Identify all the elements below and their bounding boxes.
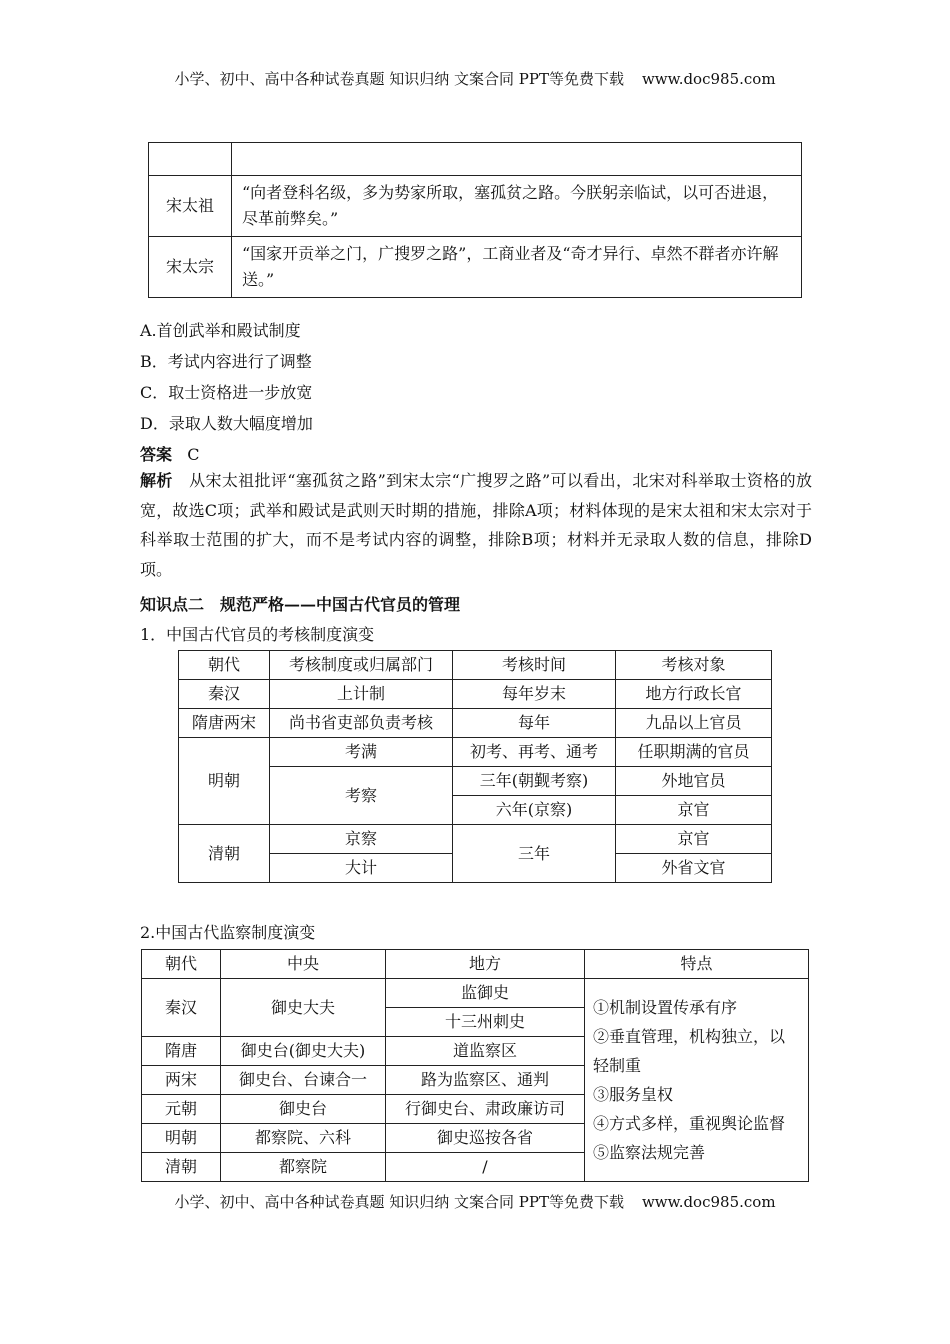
table-row: [179, 825, 772, 854]
table-cell: 任职期满的官员: [616, 738, 772, 767]
quote-cell: “向者登科名级，多为势家所取，塞孤贫之路。今朕躬亲临试，以可否进退，尽革前弊矣。”: [232, 176, 802, 237]
analysis-paragraph: [140, 466, 812, 584]
table-cell: 大计: [270, 854, 453, 883]
features-cell: [585, 979, 809, 1182]
table-cell: 清朝: [142, 1153, 221, 1182]
table-row: [179, 680, 772, 709]
table-cell: 初考、再考、通考: [453, 738, 616, 767]
feature-item: ⑤监察法规完善: [593, 1143, 706, 1162]
table-cell: 明朝: [142, 1124, 221, 1153]
table-cell: 御史大夫: [221, 979, 386, 1037]
table-cell: 每年: [453, 709, 616, 738]
exam-system-table: [178, 650, 772, 883]
table-cell: 九品以上官员: [616, 709, 772, 738]
table-cell: 都察院、六科: [221, 1124, 386, 1153]
table-cell: 秦汉: [142, 979, 221, 1037]
supervision-system-table: [141, 949, 809, 1182]
quote-table: [148, 142, 802, 298]
table-cell: 京察: [270, 825, 453, 854]
table-header-row: [142, 950, 809, 979]
footer-text: 小学、初中、高中各种试卷真题 知识归纳 文案合同 PPT等免费下载: [174, 1193, 624, 1211]
header-cell: 朝代: [179, 651, 270, 680]
table-cell: 隋唐: [142, 1037, 221, 1066]
header-cell: 朝代: [142, 950, 221, 979]
subsection-title-1: 1．中国古代官员的考核制度演变: [140, 625, 375, 644]
header-text: 小学、初中、高中各种试卷真题 知识归纳 文案合同 PPT等免费下载: [174, 70, 624, 88]
table-cell: 三年: [453, 825, 616, 883]
emperor-cell: 宋太宗: [149, 237, 232, 298]
quote-cell: “国家开贡举之门，广搜罗之路”，工商业者及“奇才异行、卓然不群者亦许解送。”: [232, 237, 802, 298]
table-cell: 清朝: [179, 825, 270, 883]
table-cell: 行御史台、肃政廉访司: [386, 1095, 585, 1124]
page-footer: [0, 1191, 950, 1212]
table-cell: 三年(朝觐考察): [453, 767, 616, 796]
answer-value: C: [187, 445, 200, 464]
table-cell: 十三州刺史: [386, 1008, 585, 1037]
table-cell: 外地官员: [616, 767, 772, 796]
table-cell: 御史台(御史大夫): [221, 1037, 386, 1066]
option-c: C．取士资格进一步放宽: [140, 383, 313, 402]
analysis-label: 解析: [140, 471, 173, 490]
header-cell: 中央: [221, 950, 386, 979]
table-cell: 路为监察区、通判: [386, 1066, 585, 1095]
feature-item: ②垂直管理，机构独立，以轻制重: [593, 1027, 786, 1075]
table-cell: 两宋: [142, 1066, 221, 1095]
answer-label: 答案: [140, 445, 173, 464]
table-cell: 监御史: [386, 979, 585, 1008]
table-cell: /: [386, 1153, 585, 1182]
page-header: [0, 68, 950, 89]
table-cell: 都察院: [221, 1153, 386, 1182]
emperor-cell: 宋太祖: [149, 176, 232, 237]
analysis-text: 从宋太祖批评“塞孤贫之路”到宋太宗“广搜罗之路”可以看出，北宋对科举取士资格的放宽，故选C项；武举和殿试是武则天时期的措施，排除A项；材料体现的是宋太祖和宋太宗对于科举取士范围的扩大，而不是考试内容的调整，排除B项；材料并无录取人数的信息，排除D项。: [140, 471, 812, 579]
table-cell: 考满: [270, 738, 453, 767]
footer-url[interactable]: www.doc985.com: [641, 1193, 776, 1211]
table-row: [179, 738, 772, 767]
feature-item: ③服务皇权: [593, 1085, 674, 1104]
table-cell: 御史巡按各省: [386, 1124, 585, 1153]
feature-item: ④方式多样，重视舆论监督: [593, 1114, 786, 1133]
answer-line: [140, 442, 200, 465]
option-b: B．考试内容进行了调整: [140, 352, 312, 371]
table-cell: 京官: [616, 796, 772, 825]
section-title: 知识点二 规范严格——中国古代官员的管理: [140, 595, 461, 614]
table-cell: 御史台、台谏合一: [221, 1066, 386, 1095]
table-cell: 外省文官: [616, 854, 772, 883]
table-cell: 道监察区: [386, 1037, 585, 1066]
table-row: [149, 176, 802, 237]
table-cell: 明朝: [179, 738, 270, 825]
header-url[interactable]: www.doc985.com: [641, 70, 776, 88]
header-cell: 考核制度或归属部门: [270, 651, 453, 680]
table-cell: 秦汉: [179, 680, 270, 709]
table-row: [179, 709, 772, 738]
option-a: A.首创武举和殿试制度: [140, 321, 301, 340]
subsection-title-2: 2.中国古代监察制度演变: [140, 923, 316, 942]
header-cell: 地方: [386, 950, 585, 979]
table-header-row: [179, 651, 772, 680]
table-cell: 地方行政长官: [616, 680, 772, 709]
table-row: [142, 979, 809, 1008]
header-cell: 考核时间: [453, 651, 616, 680]
table-cell: 上计制: [270, 680, 453, 709]
table-cell: 六年(京察): [453, 796, 616, 825]
table-row: [149, 237, 802, 298]
header-cell: 特点: [585, 950, 809, 979]
feature-item: ①机制设置传承有序: [593, 998, 738, 1017]
table-cell: 元朝: [142, 1095, 221, 1124]
table-cell: 京官: [616, 825, 772, 854]
table-cell: 隋唐两宋: [179, 709, 270, 738]
header-cell: 考核对象: [616, 651, 772, 680]
table-cell: 尚书省吏部负责考核: [270, 709, 453, 738]
table-cell: 考察: [270, 767, 453, 825]
option-d: D．录取人数大幅度增加: [140, 414, 313, 433]
table-cell: 每年岁末: [453, 680, 616, 709]
table-cell: 御史台: [221, 1095, 386, 1124]
